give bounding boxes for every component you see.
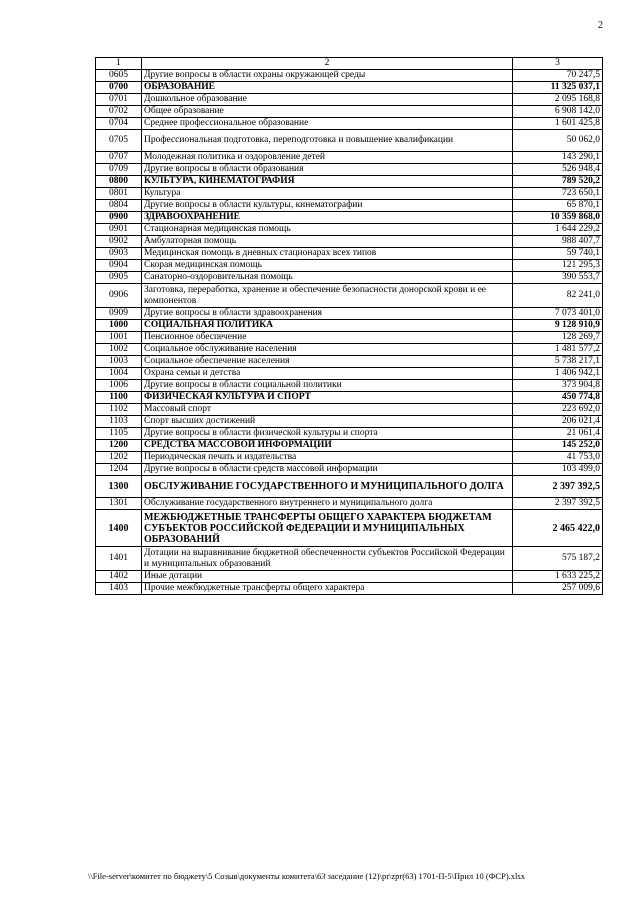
row-name: Другие вопросы в области средств массовой информации bbox=[142, 464, 513, 476]
row-name: Другие вопросы в области образования bbox=[142, 164, 513, 176]
section-row bbox=[96, 392, 603, 404]
row-code: 1400 bbox=[96, 510, 142, 547]
row-value: 143 290,1 bbox=[513, 152, 603, 164]
table-row bbox=[96, 571, 603, 583]
table-row bbox=[96, 260, 603, 272]
row-code: 0900 bbox=[96, 212, 142, 224]
row-name: Иные дотации bbox=[142, 571, 513, 583]
row-value: 257 009,6 bbox=[513, 583, 603, 595]
table-row bbox=[96, 332, 603, 344]
table-row bbox=[96, 130, 603, 152]
row-name: Общее образование bbox=[142, 106, 513, 118]
row-name: Пенсионное обеспечение bbox=[142, 332, 513, 344]
row-code: 1204 bbox=[96, 464, 142, 476]
row-code: 0704 bbox=[96, 118, 142, 130]
table-row bbox=[96, 200, 603, 212]
row-name: Прочие межбюджетные трансферты общего характера bbox=[142, 583, 513, 595]
row-code: 0800 bbox=[96, 176, 142, 188]
table-row bbox=[96, 368, 603, 380]
row-name: Профессиональная подготовка, переподготовка и повышение квалификации bbox=[142, 130, 513, 152]
table-row bbox=[96, 344, 603, 356]
row-code: 0901 bbox=[96, 224, 142, 236]
row-name: ОБРАЗОВАНИЕ bbox=[142, 82, 513, 94]
row-name: Социальное обслуживание населения bbox=[142, 344, 513, 356]
row-value: 128 269,7 bbox=[513, 332, 603, 344]
row-value: 390 553,7 bbox=[513, 272, 603, 284]
row-value: 9 128 910,9 bbox=[513, 320, 603, 332]
row-value: 2 095 168,8 bbox=[513, 94, 603, 106]
row-code: 0804 bbox=[96, 200, 142, 212]
row-value: 59 740,1 bbox=[513, 248, 603, 260]
row-name: Дотации на выравнивание бюджетной обеспеченности субъектов Российской Федерации и муниципальных образований bbox=[142, 547, 513, 571]
row-value: 6 908 142,0 bbox=[513, 106, 603, 118]
row-value: 50 062,0 bbox=[513, 130, 603, 152]
section-row bbox=[96, 440, 603, 452]
row-value: 450 774,8 bbox=[513, 392, 603, 404]
row-value: 526 948,4 bbox=[513, 164, 603, 176]
table-row bbox=[96, 498, 603, 510]
table-row bbox=[96, 308, 603, 320]
section-row bbox=[96, 176, 603, 188]
column-header-value: 3 bbox=[513, 58, 603, 70]
row-code: 1105 bbox=[96, 428, 142, 440]
row-code: 1202 bbox=[96, 452, 142, 464]
row-code: 1100 bbox=[96, 392, 142, 404]
table-row bbox=[96, 70, 603, 82]
table-row bbox=[96, 236, 603, 248]
table-row bbox=[96, 416, 603, 428]
row-name: ОБСЛУЖИВАНИЕ ГОСУДАРСТВЕННОГО И МУНИЦИПАЛЬНОГО ДОЛГА bbox=[142, 476, 513, 498]
table-row bbox=[96, 464, 603, 476]
row-name: ЗДРАВООХРАНЕНИЕ bbox=[142, 212, 513, 224]
row-value: 145 252,0 bbox=[513, 440, 603, 452]
table-row bbox=[96, 356, 603, 368]
row-value: 1 406 942,1 bbox=[513, 368, 603, 380]
row-code: 0709 bbox=[96, 164, 142, 176]
row-code: 1200 bbox=[96, 440, 142, 452]
row-value: 103 499,0 bbox=[513, 464, 603, 476]
table-row bbox=[96, 284, 603, 308]
row-value: 10 359 868,0 bbox=[513, 212, 603, 224]
row-value: 2 465 422,0 bbox=[513, 510, 603, 547]
page-number: 2 bbox=[598, 20, 603, 31]
row-value: 789 520,2 bbox=[513, 176, 603, 188]
row-name: Стационарная медицинская помощь bbox=[142, 224, 513, 236]
table-header-row bbox=[96, 58, 603, 70]
row-code: 1300 bbox=[96, 476, 142, 498]
section-row bbox=[96, 510, 603, 547]
row-code: 1003 bbox=[96, 356, 142, 368]
row-name: Другие вопросы в области физической культуры и спорта bbox=[142, 428, 513, 440]
row-code: 1001 bbox=[96, 332, 142, 344]
row-value: 121 295,3 bbox=[513, 260, 603, 272]
table-row bbox=[96, 583, 603, 595]
row-value: 373 904,8 bbox=[513, 380, 603, 392]
row-value: 7 073 401,0 bbox=[513, 308, 603, 320]
row-value: 723 650,1 bbox=[513, 188, 603, 200]
row-code: 1002 bbox=[96, 344, 142, 356]
budget-table bbox=[95, 57, 603, 595]
column-header-code: 1 bbox=[96, 58, 142, 70]
table-row bbox=[96, 272, 603, 284]
row-code: 0705 bbox=[96, 130, 142, 152]
row-code: 0909 bbox=[96, 308, 142, 320]
table-row bbox=[96, 188, 603, 200]
row-code: 1004 bbox=[96, 368, 142, 380]
table-row bbox=[96, 380, 603, 392]
row-name: Другие вопросы в области охраны окружающей среды bbox=[142, 70, 513, 82]
section-row bbox=[96, 212, 603, 224]
row-code: 1403 bbox=[96, 583, 142, 595]
row-name: Культура bbox=[142, 188, 513, 200]
row-code: 1102 bbox=[96, 404, 142, 416]
row-value: 988 407,7 bbox=[513, 236, 603, 248]
row-name: Социальное обеспечение населения bbox=[142, 356, 513, 368]
table-row bbox=[96, 164, 603, 176]
row-value: 70 247,5 bbox=[513, 70, 603, 82]
column-header-name: 2 bbox=[142, 58, 513, 70]
row-value: 21 061,4 bbox=[513, 428, 603, 440]
row-name: СРЕДСТВА МАССОВОЙ ИНФОРМАЦИИ bbox=[142, 440, 513, 452]
row-code: 1401 bbox=[96, 547, 142, 571]
table-row bbox=[96, 547, 603, 571]
row-value: 1 601 425,8 bbox=[513, 118, 603, 130]
section-row bbox=[96, 320, 603, 332]
row-name: Среднее профессиональное образование bbox=[142, 118, 513, 130]
row-name: Скорая медицинская помощь bbox=[142, 260, 513, 272]
row-name: Периодическая печать и издательства bbox=[142, 452, 513, 464]
row-value: 575 187,2 bbox=[513, 547, 603, 571]
row-code: 0801 bbox=[96, 188, 142, 200]
table-row bbox=[96, 94, 603, 106]
row-code: 0906 bbox=[96, 284, 142, 308]
table-row bbox=[96, 428, 603, 440]
row-code: 1301 bbox=[96, 498, 142, 510]
row-name: Молодежная политика и оздоровление детей bbox=[142, 152, 513, 164]
row-name: Спорт высших достижений bbox=[142, 416, 513, 428]
row-name: Дошкольное образование bbox=[142, 94, 513, 106]
table-row bbox=[96, 248, 603, 260]
row-code: 0905 bbox=[96, 272, 142, 284]
section-row bbox=[96, 82, 603, 94]
row-name: Другие вопросы в области культуры, кинематографии bbox=[142, 200, 513, 212]
table-row bbox=[96, 118, 603, 130]
row-code: 1402 bbox=[96, 571, 142, 583]
table-row bbox=[96, 106, 603, 118]
row-value: 65 870,1 bbox=[513, 200, 603, 212]
row-code: 1103 bbox=[96, 416, 142, 428]
row-name: СОЦИАЛЬНАЯ ПОЛИТИКА bbox=[142, 320, 513, 332]
row-value: 5 738 217,1 bbox=[513, 356, 603, 368]
row-value: 41 753,0 bbox=[513, 452, 603, 464]
row-name: Обслуживание государственного внутреннего и муниципального долга bbox=[142, 498, 513, 510]
row-value: 1 633 225,2 bbox=[513, 571, 603, 583]
table-row bbox=[96, 224, 603, 236]
row-name: Амбулаторная помощь bbox=[142, 236, 513, 248]
row-name: Другие вопросы в области здравоохранения bbox=[142, 308, 513, 320]
row-value: 1 644 229,2 bbox=[513, 224, 603, 236]
row-code: 0702 bbox=[96, 106, 142, 118]
row-code: 0605 bbox=[96, 70, 142, 82]
row-value: 2 397 392,5 bbox=[513, 498, 603, 510]
row-code: 0707 bbox=[96, 152, 142, 164]
row-code: 0903 bbox=[96, 248, 142, 260]
table-body bbox=[96, 70, 603, 595]
row-value: 2 397 392,5 bbox=[513, 476, 603, 498]
row-value: 223 692,0 bbox=[513, 404, 603, 416]
row-value: 206 021,4 bbox=[513, 416, 603, 428]
row-value: 82 241,0 bbox=[513, 284, 603, 308]
row-name: ФИЗИЧЕСКАЯ КУЛЬТУРА И СПОРТ bbox=[142, 392, 513, 404]
table-row bbox=[96, 452, 603, 464]
row-code: 0700 bbox=[96, 82, 142, 94]
row-name: КУЛЬТУРА, КИНЕМАТОГРАФИЯ bbox=[142, 176, 513, 188]
row-name: Массовый спорт bbox=[142, 404, 513, 416]
row-name: Медицинская помощь в дневных стационарах всех типов bbox=[142, 248, 513, 260]
table-row bbox=[96, 404, 603, 416]
file-path-footer: \\File-server\комитет по бюджету\5 Созыв\документы комитета\63 заседание (12)\pr\zpr(63) 1701-П-5\Прил 10 (ФСР).xlsx bbox=[88, 871, 525, 881]
row-code: 0902 bbox=[96, 236, 142, 248]
row-code: 0701 bbox=[96, 94, 142, 106]
row-code: 1000 bbox=[96, 320, 142, 332]
table-row bbox=[96, 152, 603, 164]
row-name: Охрана семьи и детства bbox=[142, 368, 513, 380]
row-name: Заготовка, переработка, хранение и обеспечение безопасности донорской крови и ее компонентов bbox=[142, 284, 513, 308]
row-name: Другие вопросы в области социальной политики bbox=[142, 380, 513, 392]
row-code: 0904 bbox=[96, 260, 142, 272]
row-name: Санаторно-оздоровительная помощь bbox=[142, 272, 513, 284]
row-value: 11 325 037,1 bbox=[513, 82, 603, 94]
row-code: 1006 bbox=[96, 380, 142, 392]
section-row bbox=[96, 476, 603, 498]
row-value: 1 481 577,2 bbox=[513, 344, 603, 356]
row-name: МЕЖБЮДЖЕТНЫЕ ТРАНСФЕРТЫ ОБЩЕГО ХАРАКТЕРА БЮДЖЕТАМ СУБЪЕКТОВ РОССИЙСКОЙ ФЕДЕРАЦИИ И МУНИЦИПАЛЬНЫХ ОБРАЗОВАНИЙ bbox=[142, 510, 513, 547]
